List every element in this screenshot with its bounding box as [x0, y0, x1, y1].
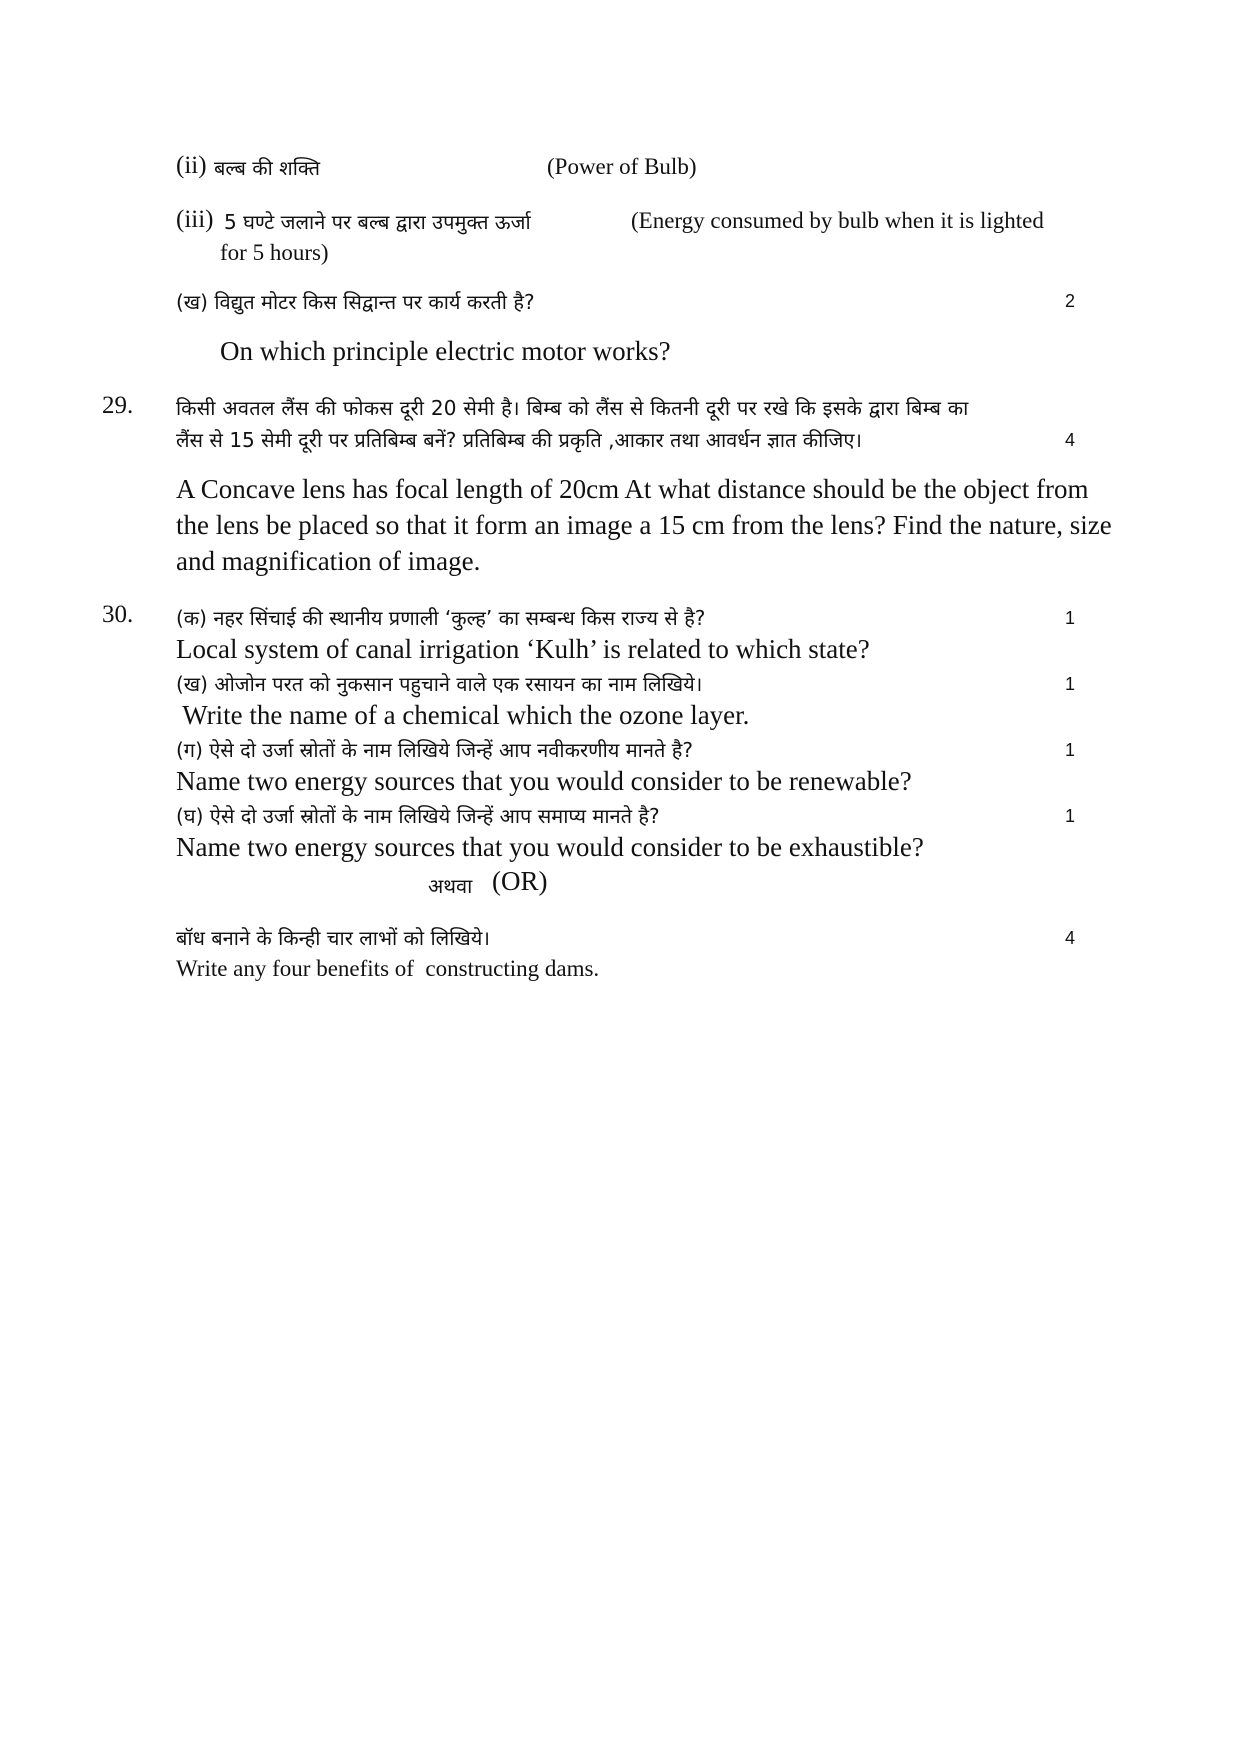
- item-kha-marks: 2: [1065, 291, 1076, 311]
- question-number-30: 30.: [102, 601, 134, 628]
- item-kha-hindi: (ख) विद्युत मोटर किस सिद्वान्त पर कार्य करती है?: [176, 290, 535, 314]
- or-english: (OR): [492, 866, 548, 896]
- q30-part-kha-hindi: (ख) ओजोन परत को नुकसान पहुचाने वाले एक रसायन का नाम लिखिये।: [176, 672, 703, 696]
- q30-alt-marks: 4: [1065, 928, 1076, 948]
- item-ii-label: (ii): [176, 152, 207, 179]
- q30-part-ga-hindi: (ग) ऐसे दो उर्जा स्रोतों के नाम लिखिये जिन्हें आप नवीकरणीय मानते है?: [176, 738, 693, 762]
- item-ii-english: (Power of Bulb): [547, 154, 697, 179]
- or-hindi: अथवा: [428, 874, 473, 898]
- q30-part-kha-english: Write the name of a chemical which the ozone layer.: [176, 700, 750, 730]
- q30-alt-english: Write any four benefits of constructing dams.: [176, 956, 600, 981]
- item-iii-hindi: 5 घण्टे जलाने पर बल्ब द्वारा उपमुक्त ऊर्जा: [224, 210, 531, 234]
- q30-part-ka-english: Local system of canal irrigation ‘Kulh’ is related to which state?: [176, 634, 870, 664]
- q30-part-ka-hindi: (क) नहर सिंचाई की स्थानीय प्रणाली ‘कुल्ह’ का सम्बन्ध किस राज्य से है?: [176, 606, 706, 630]
- q29-hindi-line1: किसी अवतल लैंस की फोकस दूरी 20 सेमी है। बिम्ब को लैंस से कितनी दूरी पर रखे कि इसके द्वारा बिम्ब का: [176, 396, 969, 420]
- q30-part-ga-marks: 1: [1065, 740, 1076, 760]
- item-kha-english: On which principle electric motor works?: [220, 336, 671, 366]
- item-iii-english-line1: (Energy consumed by bulb when it is lighted: [631, 208, 1044, 233]
- q30-part-kha-marks: 1: [1065, 674, 1076, 694]
- q30-part-gha-english: Name two energy sources that you would consider to be exhaustible?: [176, 832, 924, 862]
- q30-part-gha-hindi: (घ) ऐसे दो उर्जा स्रोतों के नाम लिखिये जिन्हें आप समाप्य मानते है?: [176, 804, 660, 828]
- item-iii-label: (iii): [176, 206, 214, 233]
- q29-english-line1: A Concave lens has focal length of 20cm At what distance should be the object from: [176, 474, 1089, 504]
- q30-alt-hindi: बॉध बनाने के किन्ही चार लाभों को लिखिये।: [176, 926, 490, 950]
- item-ii-hindi: बल्ब की शक्ति: [214, 156, 321, 180]
- q30-part-gha-marks: 1: [1065, 806, 1076, 826]
- q30-part-ga-english: Name two energy sources that you would consider to be renewable?: [176, 766, 912, 796]
- q29-hindi-line2: लैंस से 15 सेमी दूरी पर प्रतिबिम्ब बनें? प्रतिबिम्ब की प्रकृति ,आकार तथा आवर्धन ज्ञात कीजिए।: [176, 428, 862, 452]
- q29-marks: 4: [1065, 430, 1076, 450]
- q30-part-ka-marks: 1: [1065, 608, 1076, 628]
- q29-english-line2: the lens be placed so that it form an image a 15 cm from the lens? Find the nature, size: [176, 510, 1112, 540]
- item-iii-english-line2: for 5 hours): [220, 240, 329, 265]
- question-number-29: 29.: [102, 392, 134, 419]
- q29-english-line3: and magnification of image.: [176, 546, 481, 576]
